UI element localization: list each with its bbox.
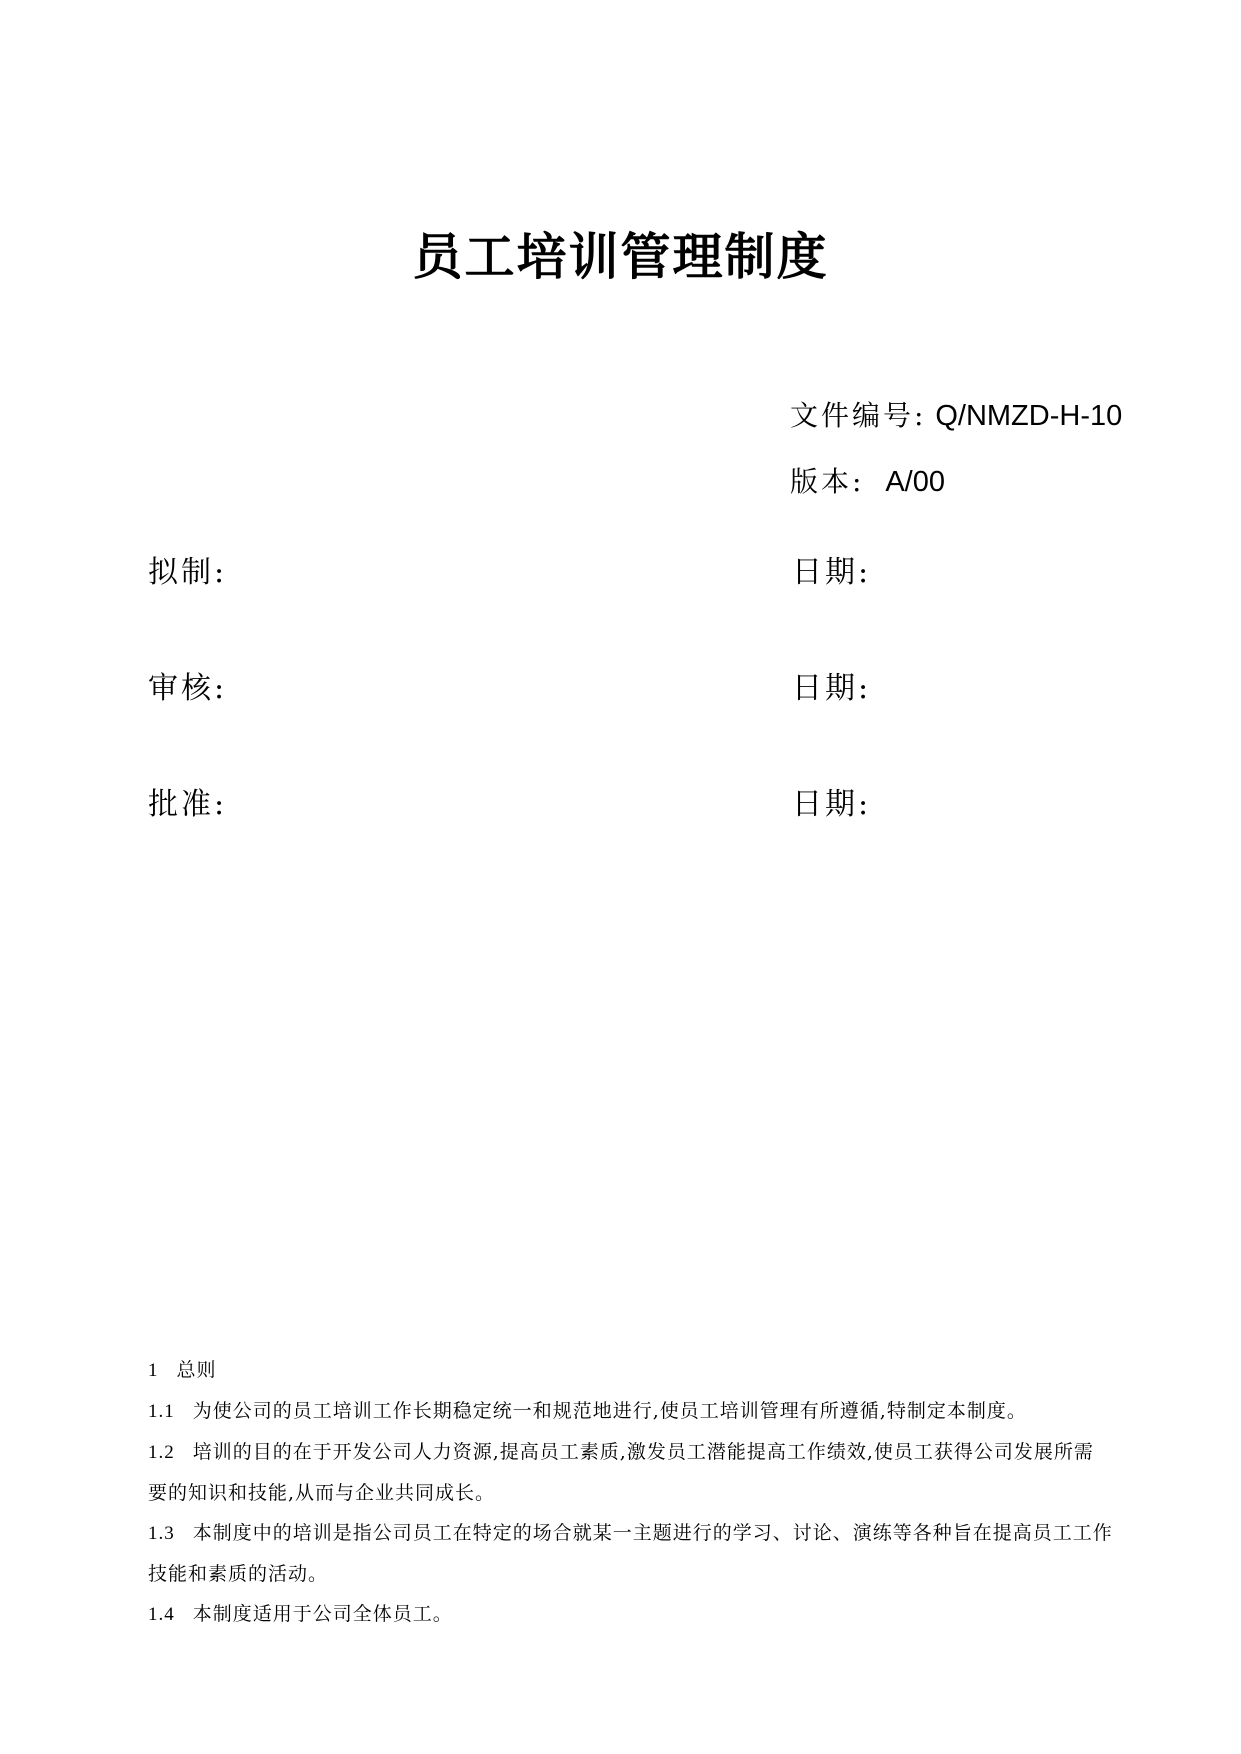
section-number: 1.4 — [148, 1604, 175, 1625]
section-paragraph — [148, 1432, 1113, 1513]
section-number: 1.3 — [148, 1523, 175, 1544]
section-text: 培训的目的在于开发公司人力资源,提高员工素质,激发员工潜能提高工作绩效,使员工获得公司发展所需要的知识和技能,从而与企业共同成长。 — [148, 1441, 1094, 1504]
section-text: 总则 — [176, 1359, 217, 1381]
section-text: 为使公司的员工培训工作长期稳定统一和规范地进行,使员工培训管理有所遵循,特制定本制度。 — [192, 1400, 1027, 1422]
section-text: 本制度适用于公司全体员工。 — [192, 1603, 453, 1625]
version-value: A/00 — [885, 466, 946, 498]
file-number-row — [790, 399, 1123, 432]
file-number-value: Q/NMZD-H-10 — [935, 400, 1123, 432]
draft-label: 拟制: — [148, 555, 228, 590]
section-paragraph — [148, 1594, 1113, 1635]
approve-date-label: 日期: — [792, 787, 872, 822]
document-title: 员工培训管理制度 — [412, 227, 829, 286]
file-number-label: 文件编号: — [790, 399, 927, 432]
section-paragraph — [148, 1350, 1113, 1391]
section-number: 1 — [148, 1360, 159, 1381]
section-text: 本制度中的培训是指公司员工在特定的场合就某一主题进行的学习、讨论、演练等各种旨在提高员工工作技能和素质的活动。 — [148, 1522, 1113, 1585]
version-row — [790, 465, 946, 498]
section-number: 1.2 — [148, 1442, 175, 1463]
body-text — [148, 1350, 1113, 1635]
review-date-label: 日期: — [792, 671, 872, 706]
section-number: 1.1 — [148, 1401, 175, 1422]
approve-label: 批准: — [148, 787, 228, 822]
review-label: 审核: — [148, 671, 228, 706]
version-label: 版本: — [790, 465, 865, 498]
draft-date-label: 日期: — [792, 555, 872, 590]
section-paragraph — [148, 1391, 1113, 1432]
section-paragraph — [148, 1513, 1113, 1594]
